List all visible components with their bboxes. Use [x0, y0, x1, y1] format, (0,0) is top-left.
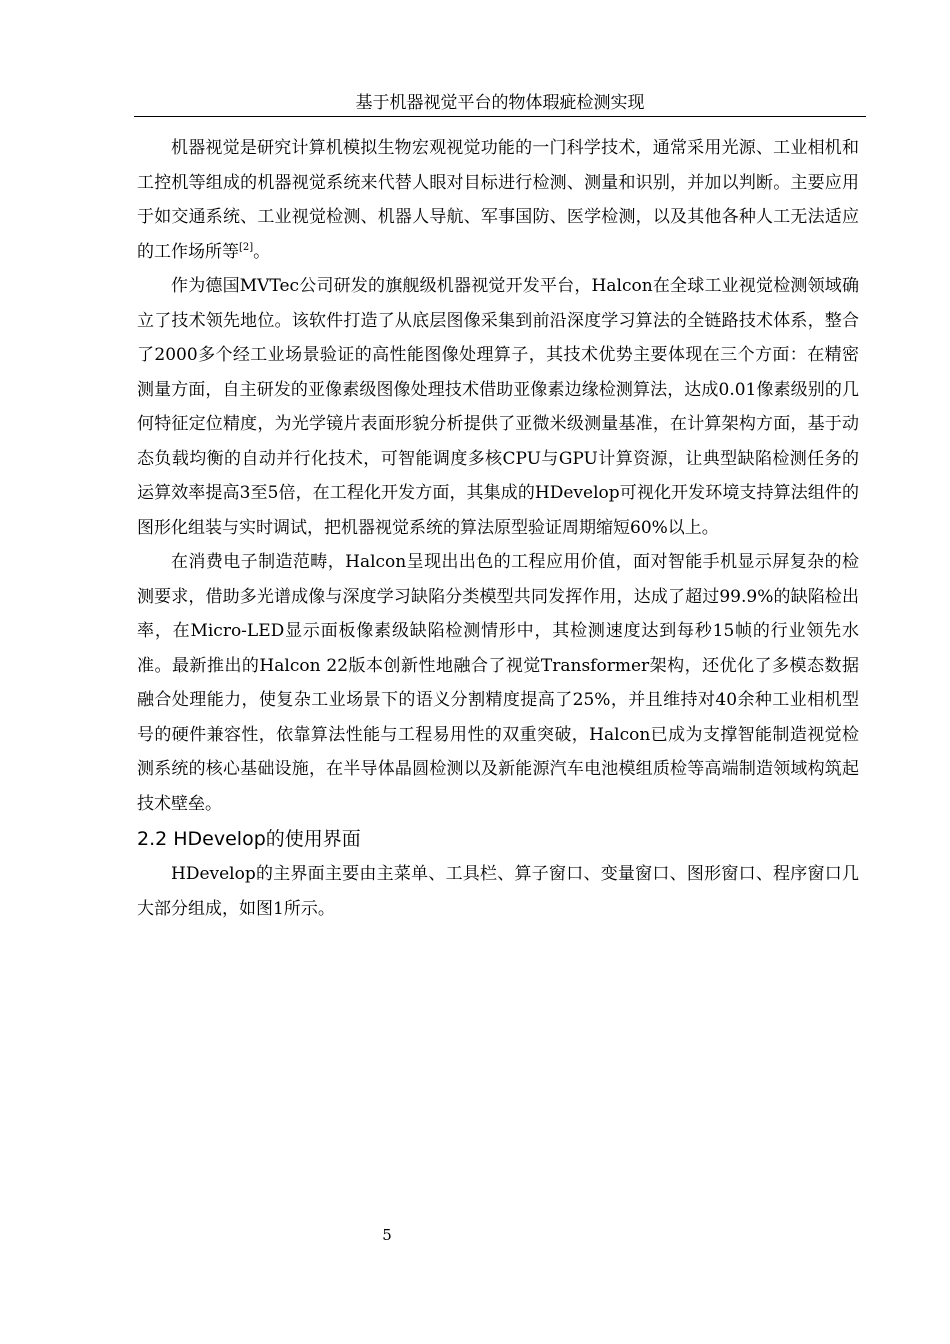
running-header-title: 基于机器视觉平台的物体瑕疵检测实现 — [355, 93, 645, 113]
citation-reference[interactable]: [2] — [239, 241, 254, 253]
paragraph-text: 机器视觉是研究计算机模拟生物宏观视觉功能的一门科学技术，通常采用光源、工业相机和工控机等组成的机器视觉系统来代替人眼对目标进行检测、测量和识别，并加以判断。主要应用于如交通系统、工业视觉检测、机器人导航、军事国防、医学检测，以及其他各种人工无法适应的工作场所等 — [137, 138, 859, 262]
paragraph-tail: 。 — [253, 241, 271, 262]
section-heading: 2.2 HDevelop的使用界面 — [137, 828, 361, 850]
header-divider — [134, 116, 866, 117]
body-text — [137, 131, 859, 926]
page-number: 5 — [382, 1226, 392, 1244]
paragraph-halcon-overview: 作为德国MVTec公司研发的旗舰级机器视觉开发平台，Halcon在全球工业视觉检测领域确立了技术领先地位。该软件打造了从底层图像采集到前沿深度学习算法的全链路技术体系，整合了2000多个经工业场景验证的高性能图像处理算子，其技术优势主要体现在三个方面：在精密测量方面，自主研发的亚像素级图像处理技术借助亚像素边缘检测算法，达成0.01像素级别的几何特征定位精度，为光学镜片表面形貌分析提供了亚微米级测量基准，在计算架构方面，基于动态负载均衡的自动并行化技术，可智能调度多核CPU与GPU计算资源，让典型缺陷检测任务的运算效率提高3至5倍，在工程化开发方面，其集成的HDevelop可视化开发环境支持算法组件的图形化组装与实时调试，把机器视觉系统的算法原型验证周期缩短60%以上。 — [137, 276, 859, 538]
paragraph-halcon-applications: 在消费电子制造范畴，Halcon呈现出出色的工程应用价值，面对智能手机显示屏复杂的检测要求，借助多光谱成像与深度学习缺陷分类模型共同发挥作用，达成了超过99.9%的缺陷检出率，在Micro-LED显示面板像素级缺陷检测情形中，其检测速度达到每秒15帧的行业领先水准。最新推出的Halcon 22版本创新性地融合了视觉Transformer架构，还优化了多模态数据融合处理能力，使复杂工业场景下的语义分割精度提高了25%，并且维持对40余种工业相机型号的硬件兼容性，依靠算法性能与工程易用性的双重突破，Halcon已成为支撑智能制造视觉检测系统的核心基础设施，在半导体晶圆检测以及新能源汽车电池模组质检等高端制造领域构筑起技术壁垒。 — [137, 552, 859, 814]
paragraph-hdevelop-interface: HDevelop的主界面主要由主菜单、工具栏、算子窗口、变量窗口、图形窗口、程序窗口几大部分组成，如图1所示。 — [137, 864, 859, 919]
paragraph-machine-vision — [137, 131, 859, 269]
